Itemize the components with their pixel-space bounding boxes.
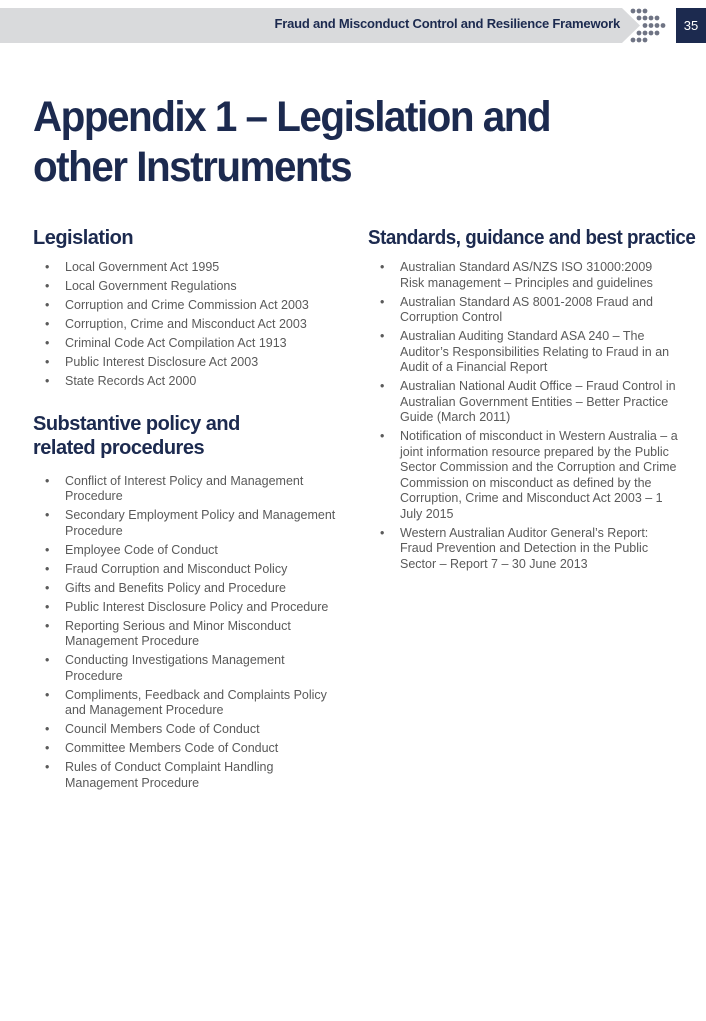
- list-item: • Australian Auditing Standard ASA 240 – The Auditor’s Responsibilities Relating to Fraud in an Audit of a Financial Report: [368, 329, 680, 376]
- list-item: • Australian Standard AS 8001-2008 Fraud and Corruption Control: [368, 295, 680, 326]
- list-item: • Committee Members Code of Conduct: [33, 741, 338, 757]
- list-item: • Notification of misconduct in Western Australia – a joint information resource prepared by the Public Sector Commission and the Corruption and Crime Commission on misconduct as defined by the Corruption, Crime and Misconduct Act 2003 – 1 July 2015: [368, 429, 680, 522]
- list-item: • Reporting Serious and Minor Misconduct Management Procedure: [33, 619, 338, 650]
- list-item: • Public Interest Disclosure Policy and Procedure: [33, 600, 338, 616]
- decorative-dots-arrow-icon: [630, 8, 672, 43]
- list-item: • Gifts and Benefits Policy and Procedure: [33, 581, 338, 597]
- left-column: [33, 226, 338, 795]
- list-item: • Conflict of Interest Policy and Management Procedure: [33, 474, 338, 505]
- list-item: • State Records Act 2000: [33, 374, 338, 390]
- list-item: • Australian National Audit Office – Fraud Control in Australian Government Entities – Better Practice Guide (March 2011): [368, 379, 680, 426]
- list-item: • Compliments, Feedback and Complaints Policy and Management Procedure: [33, 688, 338, 719]
- list-item: • Corruption, Crime and Misconduct Act 2003: [33, 317, 338, 333]
- list-item: • Conducting Investigations Management Procedure: [33, 653, 338, 684]
- list-item: • Employee Code of Conduct: [33, 543, 338, 559]
- right-column: [368, 226, 696, 576]
- list-item: • Rules of Conduct Complaint Handling Management Procedure: [33, 760, 338, 791]
- standards-list: [368, 260, 680, 572]
- policy-list: [33, 474, 338, 792]
- page-number-text: 35: [683, 18, 699, 33]
- legislation-list: [33, 260, 338, 390]
- list-item: • Secondary Employment Policy and Management Procedure: [33, 508, 338, 539]
- page-title: Appendix 1 – Legislation and other Instruments: [33, 93, 551, 191]
- list-item: • Western Australian Auditor General’s Report: Fraud Prevention and Detection in the Public Sector – Report 7 – 30 June 2013: [368, 526, 680, 573]
- list-item: • Council Members Code of Conduct: [33, 722, 338, 738]
- list-item: • Public Interest Disclosure Act 2003: [33, 355, 338, 371]
- running-header-title: Fraud and Misconduct Control and Resilience Framework: [274, 16, 620, 31]
- standards-heading: Standards, guidance and best practice: [368, 227, 696, 249]
- policy-heading: Substantive policy and related procedures: [33, 412, 240, 459]
- list-item: • Australian Standard AS/NZS ISO 31000:2009 Risk management – Principles and guidelines: [368, 260, 680, 291]
- list-item: • Fraud Corruption and Misconduct Policy: [33, 562, 338, 578]
- list-item: • Corruption and Crime Commission Act 2003: [33, 298, 338, 314]
- page-number: [676, 8, 706, 43]
- list-item: • Local Government Act 1995: [33, 260, 338, 276]
- list-item: • Criminal Code Act Compilation Act 1913: [33, 336, 338, 352]
- list-item: • Local Government Regulations: [33, 279, 338, 295]
- legislation-heading: Legislation: [33, 227, 134, 249]
